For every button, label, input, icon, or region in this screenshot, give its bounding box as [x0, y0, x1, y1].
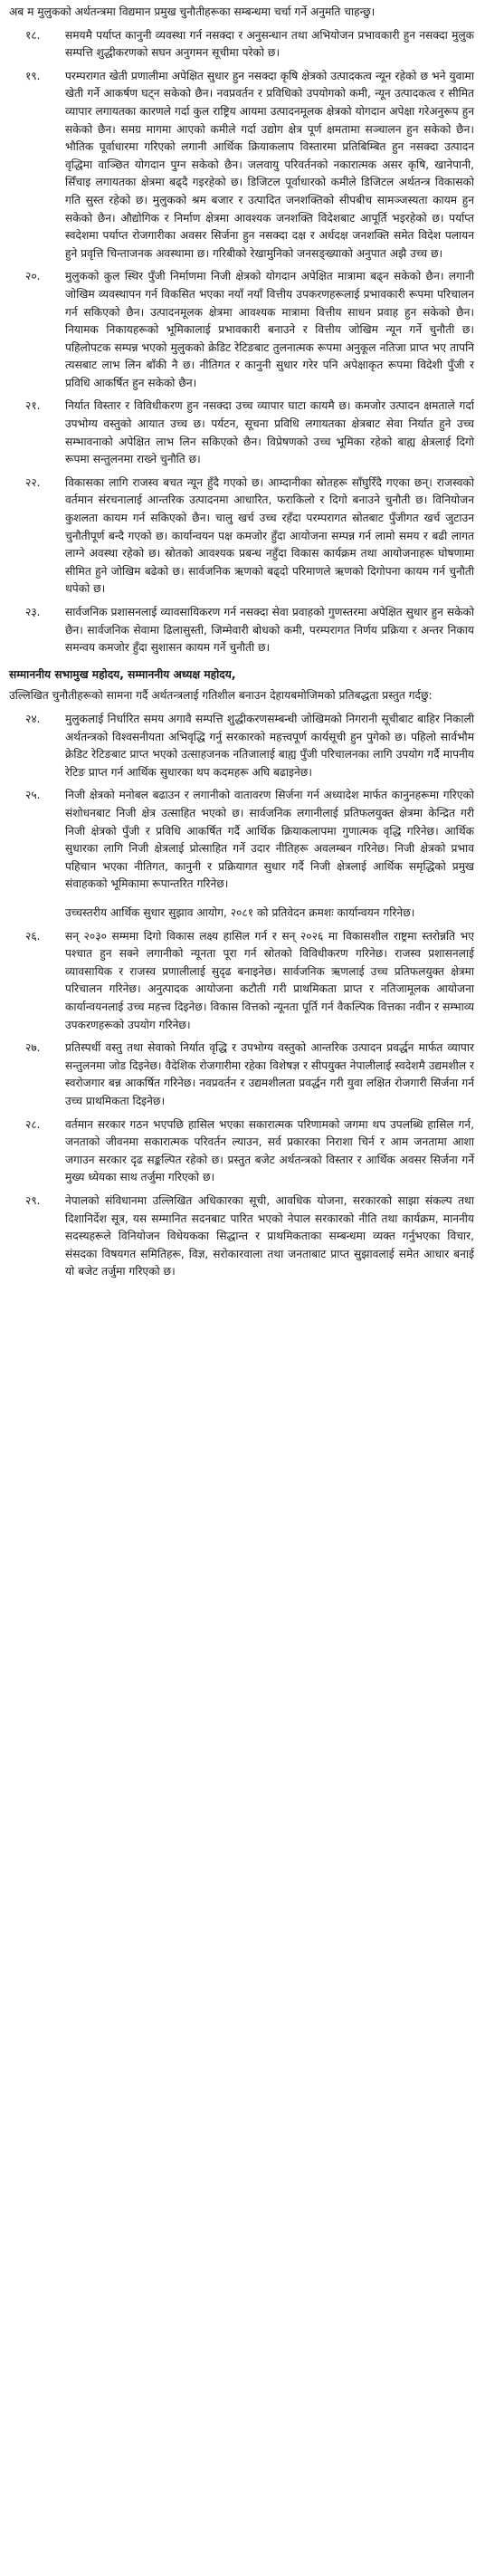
paragraph-number: २४. — [25, 712, 41, 725]
paragraph-number: २८. — [25, 1117, 41, 1131]
paragraph-number: १८. — [25, 28, 41, 42]
numbered-paragraph — [9, 711, 474, 781]
section-heading: सम्माननीय सभामुख महोदय, सम्माननीय अध्यक्ष महोदय, — [9, 667, 236, 681]
numbered-paragraph — [9, 397, 474, 468]
paragraph-text: निर्यात विस्तार र विविधीकरण हुन नसक्दा उच्च व्यापार घाटा कायमै छ। कमजोर उत्पादन क्षमताले गर्दा उपभोग्य वस्तुको आयात उच्च छ। पर्यटन, सूचना प्रविधि लगायतका क्षेत्रबाट सेवा निर्यात हुने उच्च सम्भावनाको अपेक्षित लाभ लिन सकिएको छैन। विप्रेषणको उच्च भूमिका रहेको बाह्य क्षेत्रलाई दिगो रूपमा सन्तुलनमा राख्ने चुनौति छ। — [65, 399, 474, 466]
numbered-paragraph — [9, 268, 474, 392]
numbered-paragraph — [9, 27, 474, 62]
numbered-paragraph — [9, 68, 474, 263]
paragraph-number: १९. — [25, 69, 41, 82]
paragraph-text: वर्तमान सरकार गठन भएपछि हासिल भएका सकारात्मक परिणामको जगमा थप उपलब्धि हासिल गर्न, जनताको जीवनमा सकारात्मक परिवर्तन ल्याउन, सर्व प्रकारका निराशा चिर्न र आम जनतामा आशा जगाउन सरकार दृढ सङ्कल्पित रहेको छ। प्रस्तुत बजेट अर्थतन्त्रको विस्तार र आर्थिक अवसर सिर्जना गर्ने मुख्य ध्येयका साथ तर्जुमा गरिएको छ। — [65, 1117, 474, 1184]
paragraph-text: समयमै पर्याप्त कानुनी व्यवस्था गर्न नसक्दा र अनुसन्धान तथा अभियोजन प्रभावकारी हुन नसक्दा मुलुक सम्पत्ति शुद्धीकरणको सघन अनुगमन सूचीमा परेको छ। — [65, 28, 474, 60]
paragraph-number: २९. — [25, 1194, 41, 1207]
paragraph-number: २०. — [25, 270, 41, 283]
commission-report-note: उच्चस्तरीय आर्थिक सुधार सुझाव आयोग, २०८१ को प्रतिवेदन क्रमशः कार्यान्वयन गरिनेछ। — [65, 906, 415, 920]
paragraph-text: मुलुकलाई निर्धारित समय अगावै सम्पत्ति शुद्धीकरणसम्बन्धी जोखिमको निगरानी सूचीबाट बाहिर निकाली अर्थतन्त्रको विश्वसनीयता अभिवृद्धि गर्नु सरकारको महत्त्वपूर्ण कार्यसूची हुन पुगेको छ। पहिलो सार्वभौम क्रेडिट रेटिङबाट प्राप्त भएको उत्साहजनक नतिजालाई बाह्य पुँजी परिचालनका लागि उपयोग गर्दै मापनीय रेटिङ प्राप्त गर्न आर्थिक सुधारका थप कदमहरू अघि बढाइनेछ। — [65, 712, 474, 779]
paragraph-text: विकासका लागि राजस्व बचत न्यून हुँदै गएको छ। आम्दानीका स्रोतहरू साँघुरिँदै गएका छन्। राजस्वको वर्तमान संरचनालाई आन्तरिक उत्पादनमा आधारित, फराकिलो र दिगो बनाउने चुनौती छ। विनियोजन कुशलता कायम गर्न सकिएको छैन। चालु खर्च उच्च रहँदा परम्परागत स्रोतबाट पुँजीगत खर्च जुटाउन चुनौतीपूर्ण बन्दै गएको छ। कार्यान्वयन पक्ष कमजोर हुँदा आयोजना सम्पन्न गर्न लामो समय र बढी लागत लाग्ने अवस्था रहेको छ। स्रोतको आवश्यक प्रबन्ध नहुँदा विकास कार्यक्रम तथा आयोजनाहरू घोषणामा सीमित हुने जोखिम बढेको छ। सार्वजनिक ऋणको बढ्दो परिमाणले ऋणको दिगोपना कायम गर्न चुनौती थपेको छ। — [65, 475, 474, 596]
paragraph-number: २५. — [25, 789, 41, 802]
paragraph-text: परम्परागत खेती प्रणालीमा अपेक्षित सुधार हुन नसक्दा कृषि क्षेत्रको उत्पादकत्व न्यून रहेको छ भने युवामा खेती गर्ने आकर्षण घट्न सकेको छैन। नवप्रवर्तन र प्रविधिको उपयोगको कमी, न्यून उत्पादकत्व र सीमित व्यापार लगायतका कारणले गर्दा कुल राष्ट्रिय आयमा उत्पादनमूलक क्षेत्रको योगदान अपेक्षा गरेअनुरूप हुन सकेको छैन। समग्र मागमा आएको कमीले गर्दा उद्योग क्षेत्र पूर्ण क्षमतामा सञ्चालन हुन सकेको छैन। भौतिक पूर्वाधारमा गरिएको लगानी आर्थिक क्रियाकलाप विस्तारमा प्रतिबिम्बित हुन नसक्दा उत्पादन वृद्धिमा वाञ्छित योगदान पुग्न सकेको छैन। जलवायु परिवर्तनको नकारात्मक असर कृषि, खानेपानी, सिँचाइ लगायतका क्षेत्रमा बढ्दै गइरहेको छ। डिजिटल पूर्वाधारको कमीले डिजिटल अर्थतन्त्र विकासको गति सुस्त रहेको छ। मुलुकको श्रम बजार र उत्पादित जनशक्तिको सीपबीच सामञ्जस्यता कायम हुन सकेको छैन। औद्योगिक र निर्माण क्षेत्रमा आवश्यक जनशक्ति विदेशबाट आपूर्ति भइरहेको छ। पर्याप्त स्वदेशमा पर्याप्त रोजगारीका अवसर सिर्जना हुन नसक्दा दक्ष र अर्धदक्ष जनशक्ति समेत विदेश पलायन हुने प्रवृत्ति चिन्ताजनक अवस्थामा छ। गरिबीको रेखामुनिको जनसङ्ख्याको अनुपात अझै उच्च छ। — [65, 69, 474, 260]
intro-paragraph: अब म मुलुकको अर्थतन्त्रमा विद्यमान प्रमुख चुनौतीहरूका सम्बन्धमा चर्चा गर्ने अनुमति चाहन्छु। — [9, 5, 376, 18]
numbered-paragraph — [9, 474, 474, 599]
numbered-paragraph — [9, 1192, 474, 1281]
paragraph-text: नेपालको संविधानमा उल्लिखित अधिकारका सूची, आवधिक योजना, सरकारको साझा संकल्प तथा दिशानिर्देश सूत्र, यस सम्मानित सदनबाट पारित भएको नेपाल सरकारको नीति तथा कार्यक्रम, माननीय सदस्यहरूले विनियोजन विधेयकका सिद्धान्त र प्राथमिकताका सम्बन्धमा व्यक्त गर्नुभएका विचार, संसदका विषयगत समितिहरू, विज्ञ, सरोकारवाला तथा जनताबाट प्राप्त सुझावलाई समेत आधार बनाई यो बजेट तर्जुमा गरिएको छ। — [65, 1194, 474, 1278]
paragraph-number: २७. — [25, 1041, 41, 1055]
numbered-paragraph — [9, 928, 474, 1035]
paragraph-text: निजी क्षेत्रको मनोबल बढाउन र लगानीको वातावरण सिर्जना गर्न अध्यादेश मार्फत कानुनहरूमा गरिएको संशोधनबाट निजी क्षेत्र उत्साहित भएको छ। सार्वजनिक लगानीलाई प्रतिफलयुक्त क्षेत्रमा केन्द्रित गरी निजी क्षेत्रको पुँजी र प्रविधि आकर्षित गर्दै आर्थिक क्रियाकलापमा गुणात्मक वृद्धि गरिनेछ। आर्थिक सुधारका लागि निजी क्षेत्रलाई प्रोत्साहित गर्ने उदार नीतिहरू अवलम्बन गरिनेछ। निजी क्षेत्रको प्रभाव पहिचान भएका नीतिगत, कानुनी र प्रक्रियागत सुधार गर्दै निजी क्षेत्रलाई आर्थिक समृद्धिको प्रमुख संवाहकको भूमिकामा रूपान्तरित गरिनेछ। — [65, 789, 474, 891]
numbered-paragraph — [9, 1039, 474, 1110]
paragraph-text: सन् २०३० सम्ममा दिगो विकास लक्ष्य हासिल गर्न र सन् २०२६ मा विकासशील राष्ट्रमा स्तरोन्नति भए पश्चात हुन सक्ने लगानीको न्यूनता पूरा गर्न स्रोतको विविधीकरण गरिनेछ। राजस्व प्रशासनलाई व्यावसायिक र राजस्व प्रणालीलाई सुदृढ बनाइनेछ। सार्वजनिक ऋणलाई उच्च प्रतिफलयुक्त क्षेत्रमा परिचालन गरिनेछ। अनुत्पादक आयोजना कटौती गरी प्राथमिकता प्राप्त र नतिजामूलक आयोजना कार्यान्वयनलाई उच्च महत्त्व दिइनेछ। विकास वित्तको न्यूनता पूर्ति गर्न वैकल्पिक वित्तका नवीन र सम्भाव्य उपकरणहरूको उपयोग गरिनेछ। — [65, 929, 474, 1031]
paragraph-text: मुलुकको कुल स्थिर पुँजी निर्माणमा निजी क्षेत्रको योगदान अपेक्षित मात्रामा बढ्न सकेको छैन। लगानी जोखिम व्यवस्थापन गर्न विकसित भएका नयाँ नयाँ वित्तीय उपकरणहरूलाई प्रभावकारी रूपमा परिचालन गर्न सकिएको छैन। उत्पादनमूलक क्षेत्रमा आवश्यक मात्रामा वित्तीय साधन प्रवाह हुन सकेको छैन। नियामक निकायहरूको भूमिकालाई प्रभावकारी बनाउने र वित्तीय जोखिम न्यून गर्ने चुनौती छ। पहिलोपटक सम्पन्न भएको मुलुकको क्रेडिट रेटिङबाट तुलनात्मक रूपमा अनुकूल नतिजा प्राप्त भए तापनि त्यसबाट लाभ लिन बाँकी नै छ। नीतिगत र कानुनी सुधार गरेर पनि अपेक्षाकृत रूपमा विदेशी पुँजी र प्रविधि आकर्षित हुन सकेको छैन। — [65, 270, 474, 389]
commitments-list — [9, 711, 474, 894]
numbered-paragraph — [9, 604, 474, 657]
paragraph-text: प्रतिस्पर्धी वस्तु तथा सेवाको निर्यात वृद्धि र उपभोग्य वस्तुको आन्तरिक उत्पादन प्रवर्द्धन मार्फत व्यापार सन्तुलनमा जोड दिइनेछ। वैदेशिक रोजगारीमा रहेका विशेषज्ञ र सीपयुक्त नेपालीलाई स्वदेशमै उद्यमशील र स्वरोजगार बन्न आकर्षित गरिनेछ। नवप्रवर्तन र उद्यमशीलता प्रवर्द्धन गरी युवा लक्षित रोजगारी सिर्जना गर्न उच्च प्राथमिकता दिइनेछ। — [65, 1041, 474, 1108]
paragraph-number: २६. — [25, 929, 41, 943]
budget-speech-page — [0, 0, 485, 1281]
paragraph-number: २१. — [25, 399, 41, 413]
challenges-list — [9, 27, 474, 657]
paragraph-number: २३. — [25, 606, 41, 618]
numbered-paragraph — [9, 787, 474, 894]
paragraph-number: २२. — [25, 475, 41, 489]
transition-paragraph: उल्लिखित चुनौतीहरूको सामना गर्दै अर्थतन्त्रलाई गतिशील बनाउन देहायबमोजिमको प्रतिबद्धता प्रस्तुत गर्दछु: — [9, 689, 433, 703]
numbered-paragraph — [9, 1116, 474, 1187]
paragraph-text: सार्वजनिक प्रशासनलाई व्यावसायिकरण गर्न नसक्दा सेवा प्रवाहको गुणस्तरमा अपेक्षित सुधार हुन सकेको छैन। सार्वजनिक सेवामा ढिलासुस्ती, जिम्मेवारी बोधको कमी, परम्परागत निर्णय प्रक्रिया र अन्तर निकाय समन्वय कमजोर हुँदा सुशासन कायम गर्ने चुनौती छ। — [65, 606, 474, 655]
commitments-list-continued — [9, 928, 474, 1281]
